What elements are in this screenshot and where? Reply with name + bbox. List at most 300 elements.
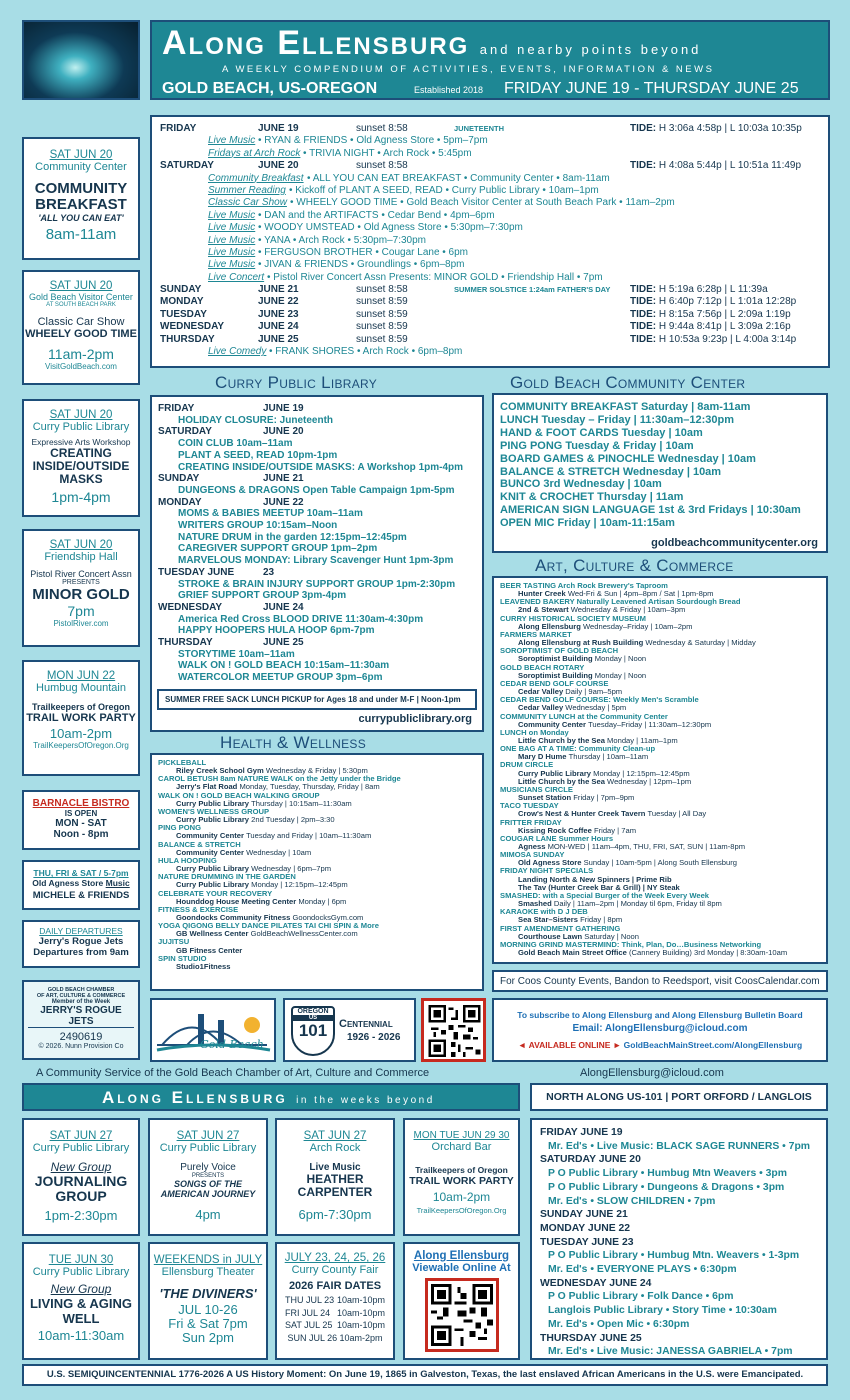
gbcc-list <box>500 401 820 530</box>
health-detail <box>158 963 476 971</box>
fair-day: SAT JUL 25 <box>284 1320 333 1330</box>
acc-time: Saturday | Noon <box>584 931 639 941</box>
gbcc-item: OPEN MIC Friday | 10am-11:15am <box>500 517 675 530</box>
week-day: MONDAY <box>160 296 204 308</box>
library-title: Curry Public Library <box>215 373 378 392</box>
acc-time: Monday | Noon <box>594 670 647 680</box>
day-name: SATURDAY <box>158 426 212 438</box>
day-name: SUNDAY <box>158 473 200 485</box>
north-day: SUNDAY JUNE 21 <box>540 1209 628 1221</box>
health-place: Curry Public Library <box>176 880 250 890</box>
card-subtitle: Viewable Online At <box>412 1262 511 1274</box>
card-date: SAT JUN 27 <box>303 1130 367 1142</box>
card-time: 6pm-7:30pm <box>298 1207 372 1222</box>
week-date: JUNE 23 <box>258 308 299 320</box>
gbcc-item: BOARD GAMES & PINOCHLE Wednesday | 10am <box>500 452 756 465</box>
week-note: SUMMER SOLSTICE 1:24am FATHER'S DAY <box>454 285 611 295</box>
week-day: TUESDAY <box>160 308 207 320</box>
acc-time: Thursday | 10am–11am <box>568 752 649 762</box>
contact-email[interactable]: AlongEllensburg@icloud.com <box>580 1067 724 1079</box>
acc-heading: MORNING GRIND MASTERMIND: Think, Plan, Do…Business Networking <box>500 939 762 949</box>
centennial-years: 1926 - 2026 <box>347 1032 401 1043</box>
week-row <box>160 185 820 197</box>
fair-row <box>277 1319 393 1332</box>
acc-time: (Cannery Building) 3rd Monday | 8:30am-10am <box>629 948 788 958</box>
north-box <box>530 1118 828 1360</box>
subscribe-box <box>492 998 828 1062</box>
day-name: TUESDAY JUNE <box>158 566 235 578</box>
fair-hours: 10am-2pm <box>339 1332 383 1343</box>
card-time: 1pm-4pm <box>51 489 111 505</box>
card-title-2: BREAKFAST <box>35 196 127 213</box>
card-presents: PRESENTS <box>191 1173 225 1179</box>
health-place: Curry Public Library <box>176 798 250 808</box>
online-url[interactable]: GoldBeachMainStreet.com/AlongEllensburg <box>623 1040 803 1050</box>
fair-day: SUN JUL 26 <box>287 1332 338 1343</box>
event-text: • JIVAN & FRIENDS • Groundlings • 6pm–8pm <box>258 259 465 271</box>
card-url[interactable]: PistolRiver.com <box>53 619 109 628</box>
card-time: Departures from 9am <box>33 947 129 958</box>
arrow-right-icon: ► <box>612 1040 622 1050</box>
arrow-left-icon: ◄ <box>517 1040 527 1050</box>
week-row <box>160 334 820 346</box>
card-time: 7pm <box>67 603 95 619</box>
card-date: WEEKENDS in JULY <box>153 1254 263 1266</box>
event-text: • FRANK SHORES • Arch Rock • 6pm–8pm <box>269 346 463 358</box>
acc-time: Tuesday–Friday | 11:30am–12:30pm <box>588 719 712 729</box>
week-row <box>160 222 820 234</box>
acc-place: Hunter Creek <box>518 589 566 599</box>
day-date: JUNE 21 <box>263 473 304 485</box>
north-event: Mr. Ed's • EVERYONE PLAYS • 6:30pm <box>548 1264 737 1276</box>
card-time: 10am-2pm <box>432 1190 491 1204</box>
week-row <box>160 321 820 333</box>
health-heading: NATURE DRUMMING IN THE GARDEN <box>158 872 296 882</box>
library-day <box>158 403 476 415</box>
health-place: GB Wellness Center <box>176 929 249 939</box>
card-url[interactable]: TrailKeepersOfOregon.Org <box>33 741 129 750</box>
issue-number: 2490619 <box>59 1031 103 1043</box>
card-venue: Curry Public Library <box>32 1266 130 1278</box>
event-category[interactable]: Classic Car Show <box>208 197 287 209</box>
beyond-card-trail <box>403 1118 520 1236</box>
week-row <box>160 235 820 247</box>
north-event: P O Public Library • Humbug Mtn. Weavers • 1-3pm <box>548 1250 800 1262</box>
north-event: P O Public Library • Folk Dance • 6pm <box>548 1291 734 1303</box>
week-row <box>160 284 820 296</box>
health-time: Monday | 12:15pm–12:45pm <box>251 880 348 890</box>
acc-time: Tuesday | All Day <box>647 809 707 819</box>
beyond-card-fair <box>275 1242 395 1360</box>
acc-place: 2nd & Stewart <box>518 605 569 615</box>
masthead-subtitle: A WEEKLY COMPENDIUM OF ACTIVITIES, EVENTS, INFORMATION & NEWS <box>222 64 715 75</box>
week-date: JUNE 19 <box>258 123 299 134</box>
library-event: WALK ON ! GOLD BEACH 10:15am–11:30am <box>178 660 390 672</box>
acc-box <box>492 576 828 964</box>
tide-label: TIDE: <box>630 284 657 296</box>
week-note: JUNETEENTH <box>454 124 505 133</box>
library-event: DUNGEONS & DRAGONS Open Table Campaign 1pm-5pm <box>178 484 455 496</box>
card-title-2: INSIDE/OUTSIDE <box>32 459 130 473</box>
card-title: BARNACLE BISTRO <box>32 798 130 809</box>
library-event: STORYTIME 10am–11am <box>178 648 295 660</box>
card-title: WHEELY GOOD TIME <box>25 328 137 340</box>
side-card-car-show <box>22 270 140 385</box>
event-text: • FERGUSON BROTHER • Cougar Lane • 6pm <box>258 246 469 258</box>
north-day: MONDAY JUNE 22 <box>540 1222 631 1234</box>
acc-heading: TACO TUESDAY <box>500 801 559 811</box>
card-title-2: AMERICAN JOURNEY <box>160 1189 256 1199</box>
card-subtitle: 'ALL YOU CAN EAT' <box>38 213 124 223</box>
health-list <box>158 759 476 971</box>
gbcc-item: LUNCH Tuesday – Friday | 11:30am–12:30pm <box>500 413 734 426</box>
event-text: • ALL YOU CAN EAT BREAKFAST • Community Center • 8am-11am <box>307 172 610 184</box>
event-category[interactable]: Live Music <box>208 209 256 221</box>
north-event: P O Public Library • Dungeons & Dragons • 3pm <box>548 1181 785 1193</box>
gbcc-item: PING PONG Tuesday & Friday | 10am <box>500 439 694 452</box>
event-text: • Pistol River Concert Assn Presents: MINOR GOLD • Friendship Hall • 7pm <box>267 271 603 283</box>
health-time: Monday, Tuesday, Thursday, Friday | 8am <box>239 782 380 792</box>
week-day: FRIDAY <box>160 123 197 134</box>
health-heading: JUJITSU <box>158 937 190 947</box>
event-category[interactable]: Fridays at Arch Rock <box>208 147 301 159</box>
library-day <box>158 567 476 579</box>
health-time: Thursday | 10:15am–11:30am <box>251 798 352 808</box>
week-date: JUNE 24 <box>258 321 299 333</box>
north-title: NORTH ALONG US-101 | PORT ORFORD / LANGLOIS <box>530 1083 828 1111</box>
side-card-rogue-jets <box>22 920 140 968</box>
acc-list <box>500 582 820 957</box>
subscribe-email-row <box>494 1023 826 1034</box>
north-event: P O Public Library • Humbug Mtn Weavers • 3pm <box>548 1168 787 1180</box>
side-card-breakfast <box>22 137 140 260</box>
available-online-label: AVAILABLE ONLINE <box>528 1040 611 1050</box>
copyright: © 2026. Nunn Provision Co <box>38 1043 124 1050</box>
week-row <box>160 247 820 259</box>
health-heading: FITNESS & EXERCISE <box>158 904 239 914</box>
health-heading: YOGA QIGONG BELLY DANCE PILATES TAI CHI SPIN & More <box>158 921 379 931</box>
event-category[interactable]: Summer Reading <box>208 184 286 196</box>
week-row <box>160 346 820 358</box>
health-heading: WOMEN'S WELLNESS GROUP <box>158 806 270 816</box>
card-url[interactable]: VisitGoldBeach.com <box>45 362 117 371</box>
card-date: SAT JUN 20 <box>49 409 113 421</box>
acc-heading: FRIDAY NIGHT SPECIALS <box>500 866 594 876</box>
acc-heading: KARAOKE with D J DEB <box>500 907 588 917</box>
acc-place: Along Ellensburg <box>518 621 581 631</box>
health-heading: HULA HOOPING <box>158 855 217 865</box>
week-sun: sunset 8:58 <box>356 123 408 134</box>
health-time: 2nd Tuesday | 2pm–3:30 <box>251 815 335 825</box>
card-venue: Old Agness Store Music <box>32 878 130 888</box>
card-time: 1pm-2:30pm <box>44 1208 118 1223</box>
card-subtitle: Expressive Arts Workshop <box>31 437 131 447</box>
acc-heading: FRITTER FRIDAY <box>500 817 562 827</box>
weeks-beyond-title: Along Ellensburg <box>102 1088 288 1107</box>
acc-place: The Tav (Hunter Creek Bar & Grill) | NY Steak <box>518 882 680 892</box>
acc-time: Monday | Noon <box>594 654 647 664</box>
health-place: Goondocks Community Fitness <box>176 912 291 922</box>
health-time: Tuesday and Friday | 10am–11:30am <box>246 831 372 841</box>
beyond-card-online <box>403 1242 520 1360</box>
card-venue: Orchard Bar <box>431 1141 492 1153</box>
health-place: Studio1Fitness <box>176 961 231 971</box>
event-text: • TRIVIA NIGHT • Arch Rock • 5:45pm <box>303 147 472 159</box>
card-venue: Community Center <box>35 161 127 173</box>
acc-heading: COUGAR LANE Summer Hours <box>500 833 614 843</box>
card-subtitle: Pistol River Concert Assn <box>30 569 132 579</box>
card-presents: PRESENTS <box>62 579 100 586</box>
side-card-minor-gold <box>22 529 140 647</box>
week-date: JUNE 22 <box>258 296 299 308</box>
us101-shield: OREGON US 101 <box>291 1006 335 1056</box>
beyond-card-songs <box>148 1118 268 1236</box>
acc-place: Little Church by the Sea <box>518 776 605 786</box>
gbcc-url[interactable]: goldbeachcommunitycenter.org <box>651 537 818 549</box>
week-row <box>160 123 820 135</box>
gold-beach-logo <box>150 998 276 1062</box>
week-tide: TIDE: H 6:40p 7:12p | L 1:01a 12:28p <box>630 296 797 308</box>
library-day <box>158 426 476 438</box>
health-time: Wednesday | 6pm–7pm <box>251 864 332 874</box>
card-venue: Curry Public Library <box>32 421 130 433</box>
card-title: JOURNALING <box>34 1173 128 1189</box>
tide-label: TIDE: <box>630 321 657 333</box>
card-title: LIVING & AGING <box>29 1296 133 1311</box>
subscribe-text: To subscribe to Along Ellensburg and Along Ellensburg Bulletin Board <box>517 1010 803 1020</box>
side-card-michele <box>22 860 140 910</box>
health-place: Community Center <box>176 831 244 841</box>
centennial-label: Centennial <box>339 1018 393 1030</box>
day-date: JUNE 25 <box>263 637 304 649</box>
day-name: FRIDAY <box>158 403 195 414</box>
week-row <box>160 272 820 284</box>
gbcc-item: COMMUNITY BREAKFAST Saturday | 8am-11am <box>500 401 751 413</box>
acc-time: Daily | 9am–5pm <box>565 687 623 697</box>
week-row <box>160 210 820 222</box>
acc-time: Wednesday | 12pm–1pm <box>607 776 692 786</box>
event-category[interactable]: Live Music <box>208 259 256 271</box>
acc-heading: SOROPTIMIST OF GOLD BEACH <box>500 646 619 656</box>
acc-heading: ONE BAG AT A TIME: Community Clean-up <box>500 744 656 754</box>
card-time: 4pm <box>195 1207 221 1222</box>
event-category[interactable]: Live Concert <box>208 271 265 283</box>
health-time: Wednesday & Friday | 5:30pm <box>265 766 368 776</box>
event-category[interactable]: Live Music <box>208 234 256 246</box>
week-sun: sunset 8:59 <box>356 321 408 333</box>
event-text: • RYAN & FRIENDS • Old Agness Store • 5pm–7pm <box>258 135 488 147</box>
community-service-line: A Community Service of the Gold Beach Chamber of Art, Culture and Commerce <box>36 1067 430 1079</box>
acc-time: MON-WED | 11am–4pm, THU, FRI, SAT, SUN | 11am-8pm <box>547 842 746 851</box>
acc-time: Friday | 7am <box>593 825 637 835</box>
card-subtitle: Live Music <box>309 1162 361 1173</box>
qr-code-online[interactable] <box>425 1278 499 1352</box>
acc-place: Agness <box>518 842 546 851</box>
card-title: 2026 FAIR DATES <box>288 1280 382 1292</box>
card-date: MON JUN 22 <box>46 670 116 682</box>
card-subtitle: Purely Voice <box>180 1162 236 1173</box>
card-time: Noon - 8pm <box>53 829 109 840</box>
week-row <box>160 135 820 147</box>
card-date: SAT JUN 20 <box>49 149 113 161</box>
health-heading: PING PONG <box>158 823 202 833</box>
acc-place: Mary D Hume <box>518 752 567 762</box>
gbcc-item: BUNCO 3rd Wednesday | 10am <box>500 478 662 491</box>
member-label: Member of the Week <box>51 999 111 1005</box>
card-title-2: WELL <box>62 1311 100 1326</box>
card-date: JULY 23, 24, 25, 26 <box>284 1252 386 1264</box>
acc-time: Friday | 8pm <box>580 915 623 925</box>
event-category[interactable]: Live Comedy <box>208 346 267 358</box>
card-time: 10am-2pm <box>49 726 113 741</box>
card-venue: Arch Rock <box>309 1142 361 1154</box>
acc-heading: FIRST AMENDMENT GATHERING <box>500 923 621 933</box>
fair-day: THU JUL 23 <box>284 1295 335 1305</box>
day-date: JUNE 20 <box>263 426 304 438</box>
acc-place: Sea Star–Sisters <box>518 915 578 925</box>
acc-heading: LUNCH on Monday <box>500 727 569 737</box>
health-place: GB Fitness Center <box>176 945 243 955</box>
card-time-2: Sun 2pm <box>181 1330 235 1345</box>
card-venue: Curry Public Library <box>159 1142 257 1154</box>
event-category[interactable]: Live Music <box>208 135 256 147</box>
day-date: 23 <box>263 566 275 578</box>
library-box <box>150 395 484 732</box>
library-url[interactable]: currypubliclibrary.org <box>358 713 472 725</box>
subscribe-email[interactable]: Email: AlongEllensburg@icloud.com <box>572 1023 748 1034</box>
acc-place: Courthouse Lawn <box>518 931 583 941</box>
beyond-card-diviners <box>148 1242 268 1360</box>
fair-hours: 10am-10pm <box>336 1295 386 1305</box>
acc-place: Soroptimist Building <box>518 654 593 664</box>
north-event: Mr. Ed's • SLOW CHILDREN • 7pm <box>548 1195 716 1207</box>
acc-place: Cedar Valley <box>518 703 564 713</box>
card-title-2: CARPENTER <box>297 1185 373 1199</box>
north-day: SATURDAY JUNE 20 <box>540 1154 641 1166</box>
week-row <box>160 259 820 271</box>
week-row <box>160 173 820 185</box>
tide-label: TIDE: <box>630 333 657 345</box>
card-date: MON TUE JUN 29 30 <box>413 1130 510 1141</box>
acc-heading: MUSICIANS CIRCLE <box>500 784 573 794</box>
card-time: 11am-2pm <box>48 346 114 362</box>
card-title: COMMUNITY <box>34 180 128 197</box>
event-text: • DAN and the ARTIFACTS • Cedar Bend • 4pm–6pm <box>258 209 495 221</box>
week-event-list <box>160 123 820 358</box>
week-day: WEDNESDAY <box>160 321 225 333</box>
acc-place: Gold Beach Main Street Office <box>518 948 627 958</box>
tide-label: TIDE: <box>630 123 657 134</box>
health-heading: PICKLEBALL <box>158 758 207 767</box>
acc-heading: COMMUNITY LUNCH at the Community Center <box>500 711 668 721</box>
library-event: NATURE DRUM in the garden 12:15pm–12:45pm <box>178 531 407 543</box>
acc-place: Landing North & New Spinners | Prime Rib <box>518 874 672 884</box>
fair-dates <box>277 1294 393 1344</box>
qr-code-subscribe[interactable] <box>421 998 486 1062</box>
lunch-pickup: SUMMER FREE SACK LUNCH PICKUP for Ages 18 and under M-F | Noon-1pm <box>157 689 477 710</box>
north-day: THURSDAY JUNE 25 <box>540 1332 642 1344</box>
week-sun: sunset 8:58 <box>356 160 408 172</box>
card-title: TRAIL WORK PARTY <box>409 1175 514 1187</box>
beyond-card-journaling <box>22 1118 140 1236</box>
week-row <box>160 148 820 160</box>
acc-place: Cedar Valley <box>518 687 564 697</box>
acc-place: Along Ellensburg at Rush Building <box>518 638 644 648</box>
week-day: THURSDAY <box>160 333 215 345</box>
day-date: JUNE 19 <box>263 403 304 414</box>
week-tide: TIDE: H 3:06a 4:58p | L 10:03a 10:35p <box>630 123 802 134</box>
event-text: • WOODY UMSTEAD • Old Agness Store • 5:30pm–7:30pm <box>258 222 523 234</box>
library-event: GRIEF SUPPORT GROUP 3pm-4pm <box>178 590 347 602</box>
card-venue: Humbug Mountain <box>36 682 126 694</box>
gbcc-item: KNIT & CROCHET Thursday | 11am <box>500 491 684 504</box>
north-event: Mr. Ed's • Open Mic • 6:30pm <box>548 1318 690 1330</box>
card-title[interactable]: Along Ellensburg <box>413 1250 510 1262</box>
north-list <box>540 1126 818 1359</box>
event-category[interactable]: Live Music <box>208 222 256 234</box>
masthead <box>150 20 830 100</box>
acc-place: Crow's Nest & Hunter Creek Tavern <box>518 809 646 819</box>
week-sun: sunset 8:59 <box>356 296 408 308</box>
gbcc-box <box>492 393 828 553</box>
masthead-title: Along Ellensburg and nearby points beyond <box>162 24 702 62</box>
fair-row <box>277 1332 393 1345</box>
masthead-established: Established 2018 <box>414 85 484 95</box>
library-event: PLANT A SEED, READ 10pm-1pm <box>178 449 338 461</box>
weeks-beyond-subtitle: in the weeks beyond <box>296 1095 435 1106</box>
library-event: HOLIDAY CLOSURE: Juneteenth <box>178 414 334 426</box>
card-days: MON - SAT <box>55 818 107 829</box>
acc-heading: SMASHED: with a Special Burger of the Week Every Week <box>500 890 710 900</box>
card-date: SAT JUN 20 <box>49 280 113 292</box>
gbcc-item: HAND & FOOT CARDS Tuesday | 10am <box>500 426 703 439</box>
week-sun: sunset 8:59 <box>356 308 408 320</box>
card-dates: JUL 10-26 <box>178 1302 238 1317</box>
member-of-week <box>22 980 140 1060</box>
event-category[interactable]: Live Music <box>208 246 256 258</box>
acc-heading: FARMERS MARKET <box>500 629 572 639</box>
acc-time: Wednesday & Friday | 10am–3pm <box>570 605 686 615</box>
north-day: TUESDAY JUNE 23 <box>540 1236 634 1248</box>
library-event: STROKE & BRAIN INJURY SUPPORT GROUP 1pm-2:30pm <box>178 578 456 590</box>
event-category[interactable]: Community Breakfast <box>208 172 304 184</box>
week-row <box>160 309 820 321</box>
member-name: JERRY'S ROGUE JETS <box>28 1005 134 1028</box>
card-title: 'THE DIVINERS' <box>159 1286 257 1301</box>
fair-hours: 10am-10pm <box>336 1320 386 1330</box>
acc-time: Wednesday & Saturday | Midday <box>645 638 756 648</box>
acc-heading: CEDAR BEND GOLF COURSE <box>500 678 609 688</box>
card-subtitle: Trailkeepers of Oregon <box>31 702 131 712</box>
card-date: SAT JUN 27 <box>49 1130 113 1142</box>
library-list <box>158 403 476 684</box>
beyond-card-aging <box>22 1242 140 1360</box>
card-time: 10am-11:30am <box>37 1328 125 1343</box>
health-place: Curry Public Library <box>176 864 250 874</box>
day-name: MONDAY <box>158 496 202 508</box>
coos-calendar[interactable]: For Coos County Events, Bandon to Reedsport, visit CoosCalendar.com <box>492 970 828 992</box>
acc-time: Friday | 7pm–9pm <box>573 793 635 803</box>
card-venue-sub: AT SOUTH BEACH PARK <box>46 302 116 308</box>
library-event: CREATING INSIDE/OUTSIDE MASKS: A Workshop 1pm-4pm <box>178 461 464 473</box>
acc-place: Kissing Rock Coffee <box>518 825 592 835</box>
card-url[interactable]: TrailKeepersOfOregon.Org <box>416 1206 507 1215</box>
health-place: Curry Public Library <box>176 815 250 825</box>
health-place: Community Center <box>176 847 244 857</box>
side-card-barnacle <box>22 790 140 850</box>
week-tide: TIDE: H 9:44a 8:41p | L 3:09a 2:16p <box>630 321 791 333</box>
card-title: CREATING <box>50 446 112 460</box>
